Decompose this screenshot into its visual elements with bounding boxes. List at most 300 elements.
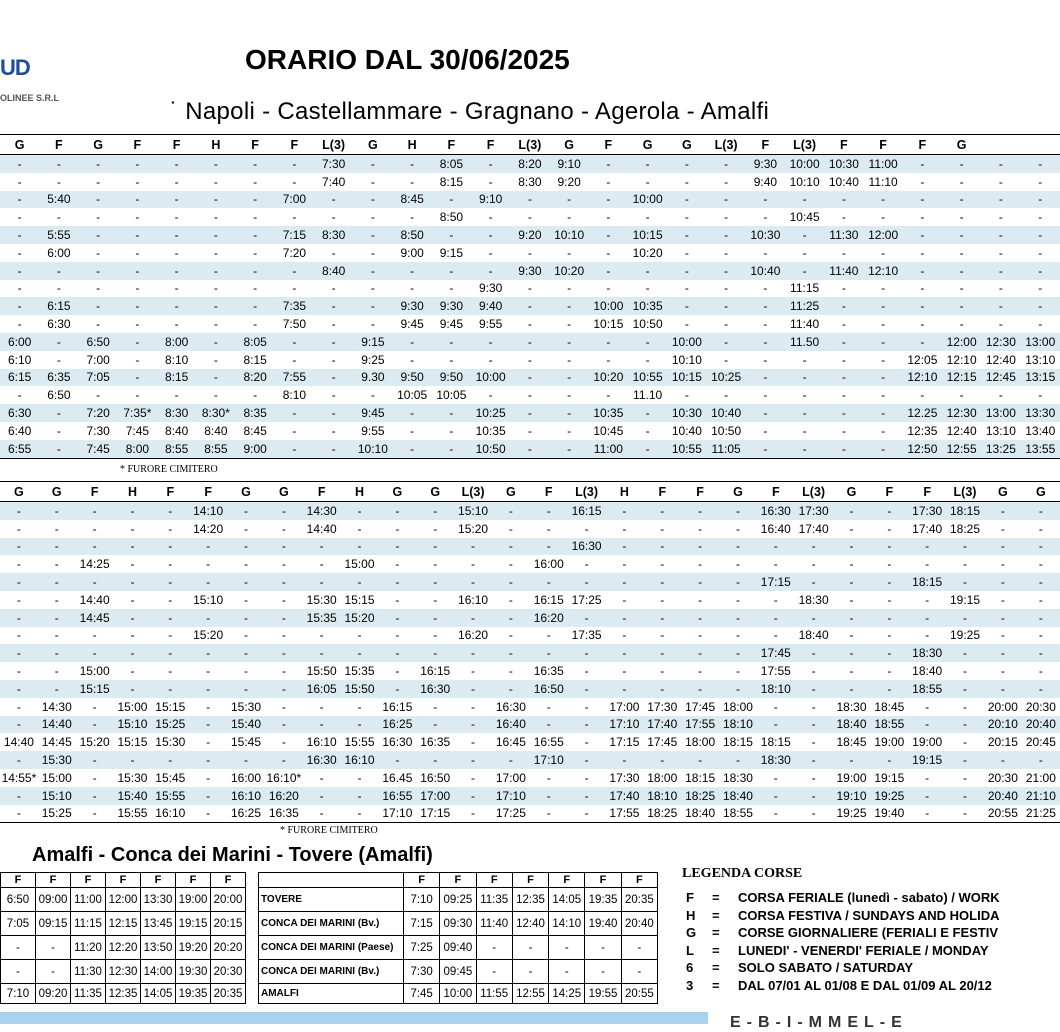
time-cell: - — [606, 627, 644, 645]
time-cell: - — [681, 644, 719, 662]
time-cell: 15:00 — [38, 769, 76, 787]
time-cell: 8:05 — [236, 333, 275, 351]
time-cell: - — [864, 244, 903, 262]
time-cell: 18:00 — [681, 733, 719, 751]
time-cell: - — [870, 644, 908, 662]
time-cell: - — [432, 351, 471, 369]
time-cell: 9:20 — [550, 173, 589, 191]
time-cell: - — [196, 262, 235, 280]
time-cell: 11:25 — [785, 297, 824, 315]
time-cell: 14:40 — [303, 520, 341, 538]
time-cell: 16:15 — [568, 502, 606, 520]
time-cell: 7:25 — [404, 936, 440, 960]
time-cell: 7:30 — [314, 155, 353, 173]
time-cell: - — [265, 662, 303, 680]
time-cell: - — [510, 351, 549, 369]
time-cell: - — [946, 644, 984, 662]
time-cell: - — [416, 502, 454, 520]
column-header: L(3) — [454, 482, 492, 502]
time-cell: - — [454, 555, 492, 573]
time-cell: - — [628, 280, 667, 298]
time-cell: - — [378, 520, 416, 538]
time-cell: - — [550, 422, 589, 440]
column-header: F — [236, 135, 275, 155]
time-cell: - — [757, 555, 795, 573]
time-cell: 14:05 — [549, 888, 585, 912]
table-row — [0, 297, 1060, 315]
time-cell: 15:00 — [76, 662, 114, 680]
time-cell: - — [946, 733, 984, 751]
time-cell: 10:20 — [628, 244, 667, 262]
time-cell: - — [275, 280, 314, 298]
time-cell: 8:40 — [314, 262, 353, 280]
time-cell: - — [0, 591, 38, 609]
time-cell: - — [76, 520, 114, 538]
time-cell: 12:30 — [981, 333, 1020, 351]
time-cell: - — [833, 538, 871, 556]
time-cell: - — [903, 244, 942, 262]
time-cell: - — [785, 262, 824, 280]
time-cell: 8:30 — [510, 173, 549, 191]
time-cell: - — [492, 662, 530, 680]
stop-name: TOVERE — [259, 888, 404, 912]
time-cell: - — [378, 609, 416, 627]
footnote-1: * FURORE CIMITERO — [120, 464, 218, 475]
time-cell: - — [568, 573, 606, 591]
time-cell: 15:40 — [227, 716, 265, 734]
time-cell: - — [378, 502, 416, 520]
legend-item — [686, 978, 1000, 996]
column-header: G — [667, 135, 706, 155]
time-cell: 11:15 — [71, 912, 106, 936]
time-cell: - — [0, 644, 38, 662]
column-header — [1021, 135, 1060, 155]
time-cell: 9:40 — [471, 297, 510, 315]
time-cell: - — [341, 644, 379, 662]
time-cell: - — [981, 173, 1020, 191]
time-cell: - — [0, 502, 38, 520]
time-cell: 09:40 — [440, 936, 476, 960]
time-cell: - — [38, 591, 76, 609]
time-cell: - — [606, 680, 644, 698]
time-cell: 18:40 — [681, 805, 719, 823]
time-cell: - — [746, 208, 785, 226]
time-cell: 20:15 — [211, 912, 246, 936]
time-cell: - — [628, 440, 667, 458]
time-cell: - — [416, 555, 454, 573]
time-cell: - — [38, 662, 76, 680]
column-header: F — [118, 135, 157, 155]
time-cell: - — [942, 173, 981, 191]
column-header: G — [628, 135, 667, 155]
time-cell: 9:15 — [353, 333, 392, 351]
time-cell: - — [492, 591, 530, 609]
table-row — [0, 440, 1060, 458]
time-cell: 18:55 — [870, 716, 908, 734]
time-cell: 14:25 — [549, 984, 585, 1004]
time-cell: - — [378, 627, 416, 645]
time-cell: - — [908, 698, 946, 716]
time-cell: - — [667, 386, 706, 404]
time-cell: - — [378, 751, 416, 769]
time-cell: - — [314, 333, 353, 351]
time-cell: - — [38, 573, 76, 591]
column-header: G — [265, 482, 303, 502]
column-header: F — [432, 135, 471, 155]
column-header: F — [746, 135, 785, 155]
table-header-row — [0, 482, 1060, 502]
time-cell: 14:25 — [76, 555, 114, 573]
time-cell: - — [76, 627, 114, 645]
route-subtitle: ˙ Napoli - Castellammare - Gragnano - Agerola - Amalfi — [170, 98, 769, 126]
time-cell: 7:45 — [79, 440, 118, 458]
time-cell: 8:15 — [432, 173, 471, 191]
time-cell: - — [275, 173, 314, 191]
time-cell: 8:00 — [157, 333, 196, 351]
bottom-bar — [0, 1012, 708, 1024]
column-header: F — [476, 873, 512, 888]
time-cell: 18:15 — [946, 502, 984, 520]
time-cell: - — [628, 404, 667, 422]
time-cell: 15:45 — [227, 733, 265, 751]
time-cell: 12:55 — [942, 440, 981, 458]
time-cell: 10:10 — [667, 351, 706, 369]
time-cell: - — [795, 538, 833, 556]
time-cell: - — [589, 262, 628, 280]
time-cell: - — [38, 502, 76, 520]
time-cell: 18:30 — [757, 751, 795, 769]
time-cell: - — [1022, 662, 1060, 680]
time-cell: - — [341, 520, 379, 538]
time-cell: - — [908, 538, 946, 556]
time-cell: - — [824, 351, 863, 369]
time-cell: 12:15 — [106, 912, 141, 936]
column-header: F — [189, 482, 227, 502]
time-cell: - — [864, 369, 903, 387]
legend-item — [686, 943, 1000, 961]
time-cell: - — [628, 351, 667, 369]
time-cell: - — [314, 422, 353, 440]
time-cell: 10:35 — [471, 422, 510, 440]
time-cell: - — [946, 538, 984, 556]
time-cell: - — [643, 591, 681, 609]
time-cell: - — [903, 280, 942, 298]
table-row — [1, 912, 246, 936]
time-cell: - — [606, 591, 644, 609]
time-cell: - — [471, 155, 510, 173]
column-header: F — [549, 873, 585, 888]
time-cell: 15:15 — [151, 698, 189, 716]
time-cell: - — [196, 333, 235, 351]
time-cell: 19:00 — [908, 733, 946, 751]
column-header: F — [211, 873, 246, 888]
time-cell: - — [236, 191, 275, 209]
time-cell: 15:30 — [227, 698, 265, 716]
time-cell: - — [227, 627, 265, 645]
time-cell: 16:10 — [303, 733, 341, 751]
column-header: F — [71, 873, 106, 888]
time-cell: 11:30 — [71, 960, 106, 984]
table-row — [0, 805, 1060, 823]
time-cell: - — [36, 960, 71, 984]
time-cell: - — [196, 155, 235, 173]
time-cell: - — [707, 333, 746, 351]
table-row — [259, 984, 658, 1004]
column-header: G — [550, 135, 589, 155]
time-cell: 8:00 — [118, 440, 157, 458]
time-cell: - — [833, 644, 871, 662]
time-cell: - — [785, 422, 824, 440]
time-cell: - — [432, 262, 471, 280]
legend-equals: = — [712, 978, 738, 993]
time-cell: - — [908, 805, 946, 823]
time-cell: - — [824, 297, 863, 315]
time-cell: 9:30 — [471, 280, 510, 298]
time-cell: 09:20 — [36, 984, 71, 1004]
time-cell: - — [265, 716, 303, 734]
time-cell: - — [79, 226, 118, 244]
time-cell: - — [628, 208, 667, 226]
table-row — [0, 716, 1060, 734]
time-cell: - — [707, 173, 746, 191]
time-cell: 10:45 — [589, 422, 628, 440]
table-row — [0, 662, 1060, 680]
time-cell: 7:45 — [404, 984, 440, 1004]
time-cell: - — [227, 609, 265, 627]
time-cell: - — [589, 208, 628, 226]
time-cell: 9:55 — [471, 315, 510, 333]
time-cell: - — [314, 404, 353, 422]
time-cell: 12:50 — [903, 440, 942, 458]
time-cell: - — [903, 191, 942, 209]
time-cell: 17:55 — [757, 662, 795, 680]
time-cell: - — [151, 680, 189, 698]
legend-text: CORSA FESTIVA / SUNDAYS AND HOLIDA — [738, 908, 999, 923]
time-cell: 12:35 — [903, 422, 942, 440]
time-cell: - — [0, 573, 38, 591]
table-row — [0, 680, 1060, 698]
legend-title: LEGENDA CORSE — [682, 866, 802, 882]
time-cell: - — [1021, 262, 1060, 280]
time-cell: 11:40 — [476, 912, 512, 936]
time-cell: - — [114, 573, 152, 591]
time-cell: - — [1021, 315, 1060, 333]
time-cell: 15:15 — [76, 680, 114, 698]
time-cell: - — [416, 520, 454, 538]
time-cell: - — [530, 573, 568, 591]
time-cell: - — [530, 769, 568, 787]
table-row — [0, 787, 1060, 805]
time-cell: - — [946, 698, 984, 716]
time-cell: - — [795, 609, 833, 627]
time-cell: - — [908, 716, 946, 734]
time-cell: - — [530, 787, 568, 805]
time-cell: - — [870, 538, 908, 556]
time-cell: - — [681, 520, 719, 538]
table-row — [0, 769, 1060, 787]
time-cell: - — [303, 805, 341, 823]
time-cell: - — [946, 573, 984, 591]
time-cell: 15:25 — [38, 805, 76, 823]
table-row — [1, 984, 246, 1004]
time-cell: - — [236, 280, 275, 298]
time-cell: 18:45 — [870, 698, 908, 716]
time-cell: 19:30 — [176, 960, 211, 984]
time-cell: 16:30 — [378, 733, 416, 751]
time-cell: 12:20 — [106, 936, 141, 960]
legend-key: 3 — [686, 978, 712, 993]
time-cell: - — [746, 297, 785, 315]
time-cell: - — [227, 591, 265, 609]
column-header: G — [942, 135, 981, 155]
table-row — [259, 936, 658, 960]
time-cell: - — [416, 573, 454, 591]
time-cell: 12:55 — [512, 984, 548, 1004]
time-cell: - — [707, 226, 746, 244]
column-header: F — [585, 873, 621, 888]
time-cell: - — [1021, 191, 1060, 209]
time-cell: 7:50 — [275, 315, 314, 333]
time-cell: 18:10 — [643, 787, 681, 805]
time-cell: - — [981, 226, 1020, 244]
time-cell: 16:35 — [265, 805, 303, 823]
time-cell: - — [341, 698, 379, 716]
time-cell: 13:25 — [981, 440, 1020, 458]
time-cell: - — [275, 155, 314, 173]
time-cell: - — [151, 591, 189, 609]
time-cell: 20:30 — [984, 769, 1022, 787]
time-cell: - — [746, 351, 785, 369]
time-cell: - — [510, 369, 549, 387]
time-cell: 13:30 — [141, 888, 176, 912]
column-header: F — [303, 482, 341, 502]
time-cell: - — [303, 555, 341, 573]
time-cell: - — [151, 520, 189, 538]
time-cell: 9:50 — [432, 369, 471, 387]
time-cell: 20:00 — [211, 888, 246, 912]
time-cell: 19:15 — [908, 751, 946, 769]
time-cell: - — [76, 538, 114, 556]
time-cell: 12:10 — [903, 369, 942, 387]
legend-key: G — [686, 925, 712, 940]
time-cell: - — [492, 555, 530, 573]
table-row — [259, 888, 658, 912]
time-cell: 16:30 — [568, 538, 606, 556]
time-cell: 17:25 — [492, 805, 530, 823]
time-cell: 15:55 — [114, 805, 152, 823]
time-cell: 6:30 — [0, 404, 39, 422]
time-cell: - — [454, 680, 492, 698]
time-cell: - — [833, 751, 871, 769]
time-cell: - — [903, 297, 942, 315]
time-cell: 15:10 — [114, 716, 152, 734]
time-cell: - — [707, 297, 746, 315]
time-cell: - — [492, 644, 530, 662]
time-cell: - — [0, 226, 39, 244]
table-row — [0, 280, 1060, 298]
time-cell: - — [471, 173, 510, 191]
time-cell: - — [550, 208, 589, 226]
column-header: F — [39, 135, 78, 155]
time-cell: - — [606, 538, 644, 556]
time-cell: - — [621, 960, 657, 984]
time-cell: 17:55 — [606, 805, 644, 823]
time-cell: - — [265, 555, 303, 573]
time-cell: 10:25 — [707, 369, 746, 387]
time-cell: - — [79, 315, 118, 333]
time-cell: 10:05 — [393, 386, 432, 404]
time-cell: - — [1022, 609, 1060, 627]
time-cell: 14:10 — [189, 502, 227, 520]
time-cell: - — [757, 627, 795, 645]
time-cell: - — [589, 386, 628, 404]
time-cell: - — [667, 208, 706, 226]
time-cell: - — [903, 173, 942, 191]
time-cell: 19:25 — [946, 627, 984, 645]
column-header: F — [903, 135, 942, 155]
legend-item — [686, 960, 1000, 978]
time-cell: - — [353, 297, 392, 315]
time-cell: 16:20 — [265, 787, 303, 805]
time-cell: 09:30 — [440, 912, 476, 936]
time-cell: - — [236, 173, 275, 191]
time-cell: 10:50 — [707, 422, 746, 440]
table-row — [1, 888, 246, 912]
time-cell: - — [643, 680, 681, 698]
time-cell: - — [393, 333, 432, 351]
table-row — [0, 520, 1060, 538]
time-cell: - — [550, 244, 589, 262]
time-cell: 6:40 — [0, 422, 39, 440]
time-cell: - — [341, 627, 379, 645]
time-cell: - — [196, 244, 235, 262]
time-cell: - — [824, 369, 863, 387]
time-cell: 18:45 — [833, 733, 871, 751]
time-cell: - — [314, 244, 353, 262]
time-cell: - — [870, 591, 908, 609]
time-cell: - — [981, 262, 1020, 280]
time-cell: - — [606, 662, 644, 680]
time-cell: - — [628, 333, 667, 351]
table-row — [0, 369, 1060, 387]
time-cell: - — [757, 805, 795, 823]
time-cell: 7:45 — [118, 422, 157, 440]
time-cell: 14:30 — [38, 698, 76, 716]
time-cell: - — [157, 208, 196, 226]
time-cell: - — [908, 627, 946, 645]
time-cell: 16:30 — [303, 751, 341, 769]
time-cell: - — [189, 609, 227, 627]
time-cell: - — [984, 609, 1022, 627]
legend-equals: = — [712, 908, 738, 923]
time-cell: - — [265, 573, 303, 591]
time-cell: - — [1, 960, 36, 984]
time-cell: - — [492, 627, 530, 645]
time-cell: - — [833, 609, 871, 627]
time-cell: 16:10 — [151, 805, 189, 823]
time-cell: - — [393, 404, 432, 422]
table-row — [0, 698, 1060, 716]
time-cell: - — [196, 369, 235, 387]
time-cell: - — [707, 191, 746, 209]
time-cell: 19:00 — [870, 733, 908, 751]
time-cell: - — [0, 662, 38, 680]
time-cell: - — [38, 644, 76, 662]
time-cell: - — [981, 244, 1020, 262]
time-cell: - — [908, 787, 946, 805]
time-cell: 7:55 — [275, 369, 314, 387]
column-header: G — [38, 482, 76, 502]
